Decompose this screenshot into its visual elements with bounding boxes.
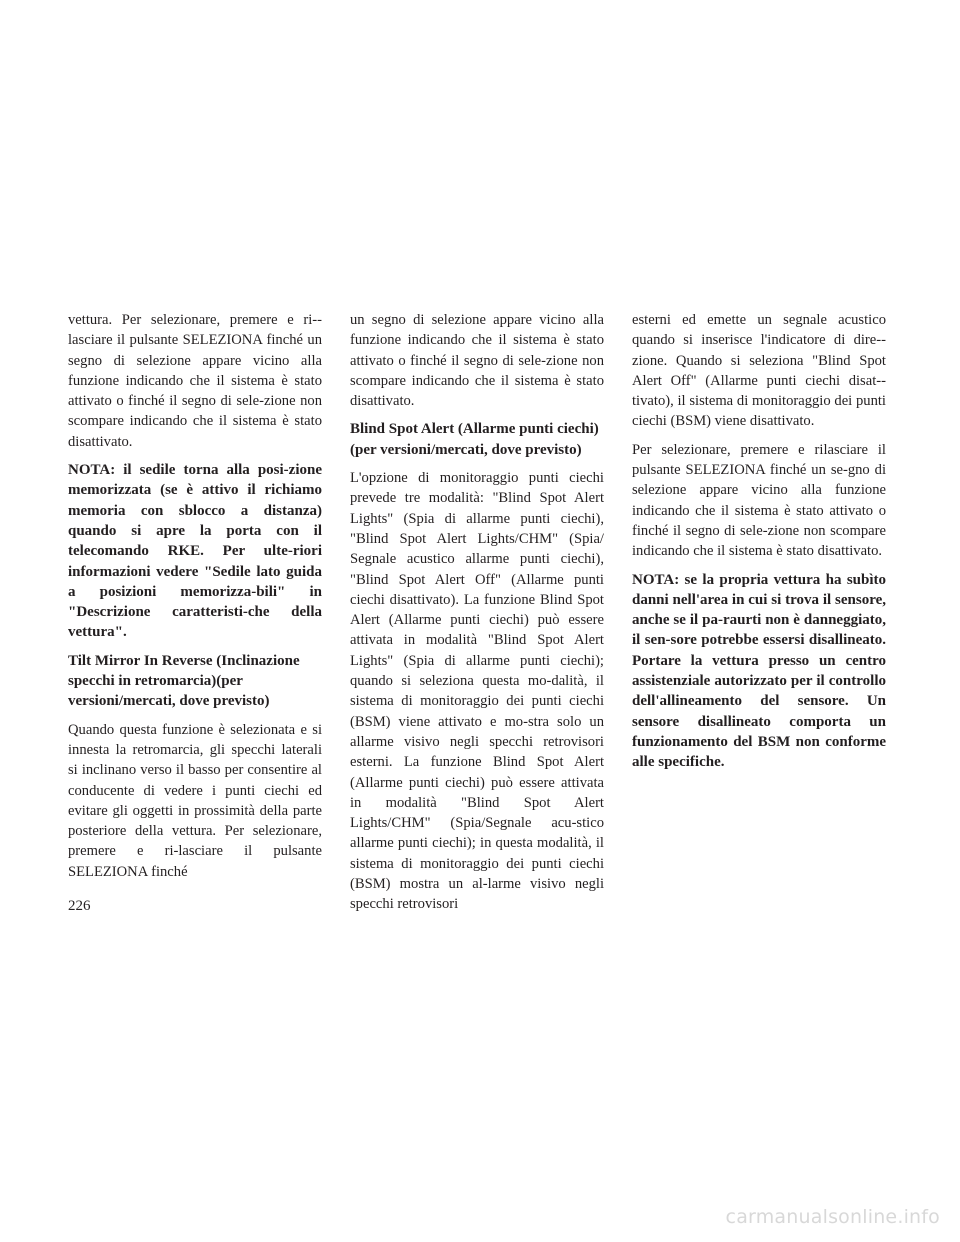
text-column-left (68, 310, 322, 890)
paragraph-continuation: vettura. Per selezionare, premere e ri-lasciare il pulsante SELEZIONA finché un segno di selezione appare vicino alla funzione indicando che il sistema è stato attivato o finché il segno di sele-zione non scompare indicando che il sistema è stato disattivato. (68, 312, 322, 450)
paragraph-select-instructions: Per selezionare, premere e rilasciare il pulsante SELEZIONA finché un se-gno di selezione appare vicino alla funzione indicando che il sistema è stato attivato o finché il segno di sele-zione non scompare indicando che il sistema è stato disattivato. (632, 441, 886, 560)
page-number: 226 (68, 898, 91, 914)
watermark: carmanualsonline.info (725, 1206, 940, 1228)
paragraph-continuation: esterni ed emette un segnale acustico quando si inserisce l'indicatore di dire-zione. Quando si seleziona "Blind Spot Alert Off" (Allarme punti ciechi disat-tivato), il sistema di monitoraggio dei punti ciechi (BSM) viene disattivato. (632, 312, 886, 430)
paragraph-blind-spot-alert: L'opzione di monitoraggio punti ciechi prevede tre modalità: "Blind Spot Alert Lights" (Spia di allarme punti ciechi), "Blind Spot Alert Lights/CHM" (Spia/ Segnale acustico allarme punti ciechi), "Blind Spot Alert Off" (Allarme punti ciechi disattivato). La funzione Blind Spot Alert (Allarme punti ciechi) può essere attivata in modalità "Blind Spot Alert Lights" (Spia di allarme punti ciechi); quando si seleziona questa mo-dalità, il sistema di monitoraggio dei punti ciechi (BSM) viene attivato e mo-stra solo un allarme visivo negli specchi retrovisori esterni. La funzione Blind Spot Alert (Allarme punti ciechi) può essere attivata in modalità "Blind Spot Alert Lights/CHM" (Spia/Segnale acu-stico allarme punti ciechi); in questa modalità, il sistema di monitoraggio dei punti ciechi (BSM) mostra un al-larme visivo negli specchi retrovisori (350, 470, 604, 913)
text-column-right (632, 310, 886, 781)
paragraph-tilt-mirror: Quando questa funzione è selezionata e si innesta la retromarcia, gli specchi laterali si inclinano verso il basso per consentire al conducente di vedere i punti ciechi ed evitare gli oggetti in prossimità della parte posteriore della vettura. Per selezionare, premere e ri-lasciare il pulsante SELEZIONA finché (68, 721, 322, 880)
section-heading-tilt-mirror: Tilt Mirror In Reverse (Inclinazione specchi in retromarcia)(per versioni/mercati, dove previsto) (68, 652, 300, 710)
text-column-middle (350, 310, 604, 923)
paragraph-continuation: un segno di selezione appare vicino alla funzione indicando che il sistema è stato attivato o finché il segno di sele-zione non scompare indicando che il sistema è stato disattivato. (350, 312, 604, 410)
note-sensor-alignment: NOTA: se la propria vettura ha subìto danni nell'area in cui si trova il sensore, anche se il pa-raurti non è danneggiato, il sen-sore potrebbe essersi disallineato. Portare la vettura presso un centro assistenziale autorizzato per il controllo dell'allineamento del sensore. Un sensore disallineato comporta un funzionamento del BSM non conforme alle specifiche. (632, 571, 886, 771)
section-heading-blind-spot-alert: Blind Spot Alert (Allarme punti ciechi) (per versioni/mercati, dove previsto) (350, 421, 599, 458)
note-memory-seat: NOTA: il sedile torna alla posi-zione memorizzata (se è attivo il richiamo memoria con sblocco a distanza) quando si apre la porta con il telecomando RKE. Per ulte-riori informazioni vedere "Sedile lato guida a posizioni memorizza-bili" in "Descrizione caratteristi-che della vettura". (68, 462, 322, 641)
